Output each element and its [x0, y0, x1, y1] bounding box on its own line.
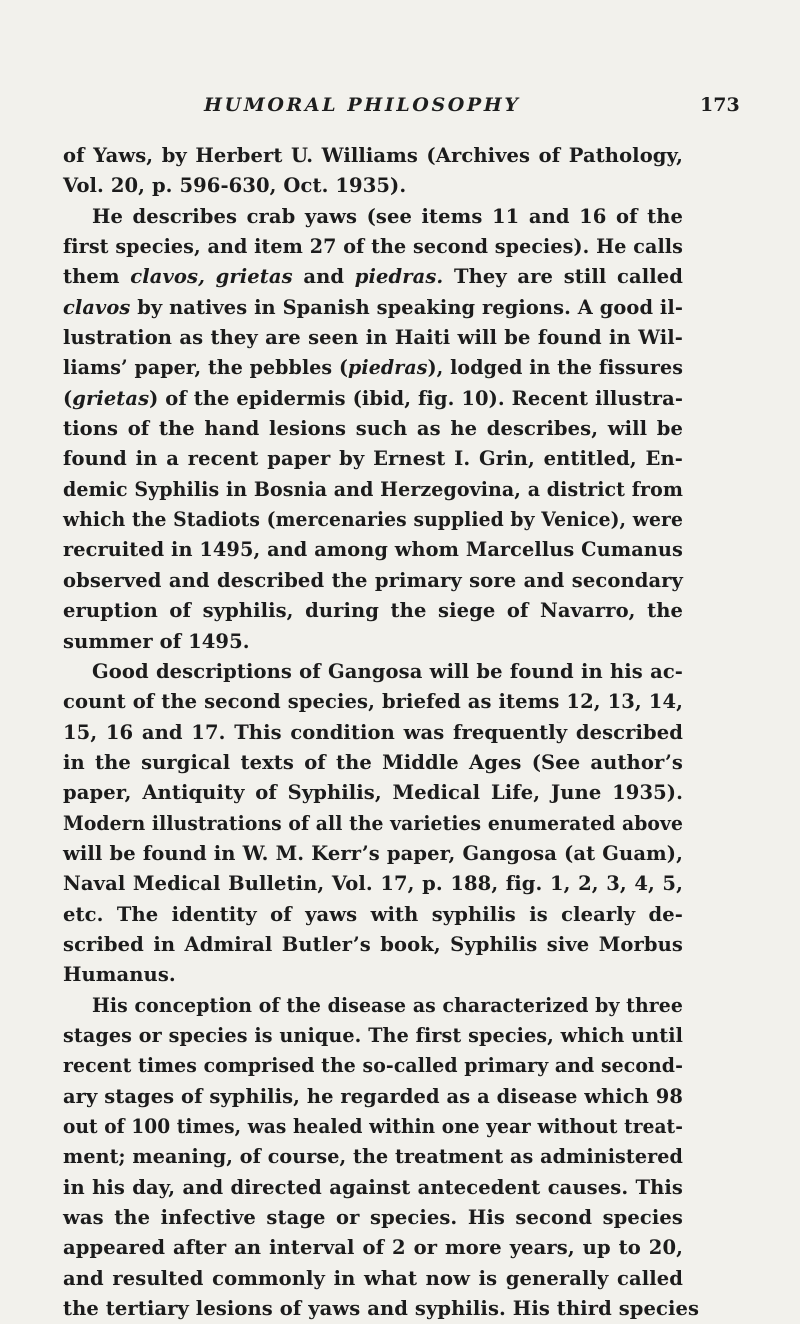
text-segment: eruption of syphilis, during the siege of Navarro, the — [63, 599, 683, 623]
text-segment: etc. The identity of yaws with syphilis is clearly de- — [63, 902, 683, 926]
text-segment: the tertiary lesions of yaws and syphilis. His third species — [63, 1297, 700, 1321]
text-line — [63, 1082, 683, 1112]
text-line — [63, 1264, 683, 1294]
text-segment: observed and described the primary sore and secondary — [63, 568, 683, 592]
text-segment: scribed in Admiral Butler’s book, Syphilis sive Morbus — [63, 932, 683, 956]
text-segment: in his day, and directed against antecedent causes. This — [63, 1175, 683, 1199]
italic-term: clavos, grietas — [130, 265, 293, 289]
text-segment: by natives in Spanish speaking regions. A good il- — [130, 295, 683, 319]
text-line — [63, 930, 683, 960]
text-line — [63, 839, 683, 869]
text-segment: out of 100 times, was healed within one year without treat- — [63, 1115, 683, 1138]
text-line — [63, 323, 683, 353]
text-line — [63, 778, 683, 808]
text-segment: He describes crab yaws (see items 11 and 16 of the — [92, 204, 683, 228]
running-head — [0, 94, 800, 124]
text-segment: tions of the hand lesions such as he describes, will be — [63, 417, 683, 441]
text-segment: paper, Antiquity of Syphilis, Medical Life, June 1935). — [63, 781, 683, 805]
text-segment: stages or species is unique. The first species, which until — [63, 1023, 683, 1047]
text-line — [63, 991, 683, 1021]
text-line — [63, 809, 683, 839]
text-line — [63, 627, 683, 657]
text-segment: lustration as they are seen in Haiti will be found in Wil- — [63, 326, 683, 350]
text-line — [63, 869, 683, 899]
text-segment: appeared after an interval of 2 or more years, up to 20, — [63, 1236, 683, 1260]
text-segment: They are still called — [443, 265, 684, 289]
text-segment: found in a recent paper by Ernest I. Grin, entitled, En- — [63, 447, 683, 471]
text-segment: and — [292, 265, 355, 289]
italic-term: piedras — [348, 356, 428, 380]
text-line — [63, 232, 683, 262]
text-segment: Vol. 20, p. 596-630, Oct. 1935). — [63, 174, 407, 198]
text-segment: ( — [63, 386, 73, 410]
text-line — [63, 171, 683, 201]
text-segment: and resulted commonly in what now is generally called — [63, 1266, 683, 1290]
text-line — [63, 1233, 683, 1263]
text-segment: was the infective stage or species. His second species — [63, 1206, 683, 1230]
text-segment: Naval Medical Bulletin, Vol. 17, p. 188, fig. 1, 2, 3, 4, 5, — [63, 872, 683, 896]
text-segment: Humanus. — [63, 963, 176, 987]
text-line — [63, 505, 683, 535]
text-line — [63, 262, 683, 292]
text-line — [63, 1051, 683, 1081]
text-line — [63, 202, 683, 232]
text-line — [63, 1294, 700, 1324]
text-segment: ary stages of syphilis, he regarded as a disease which 98 — [63, 1084, 683, 1108]
running-title: HUMORAL PHILOSOPHY — [204, 94, 521, 116]
text-segment: ) of the epidermis (ibid, fig. 10). Recent illustra- — [149, 386, 683, 410]
italic-term: clavos — [63, 295, 131, 319]
text-segment: His conception of the disease as characterized by three — [92, 993, 683, 1017]
text-line — [63, 1112, 683, 1142]
text-line — [63, 1142, 683, 1172]
text-line — [63, 687, 683, 717]
text-line — [63, 475, 683, 505]
italic-term: grietas — [72, 386, 150, 410]
text-segment: count of the second species, briefed as items 12, 13, 14, — [63, 690, 683, 714]
text-segment: Good descriptions of Gangosa will be found in his ac- — [92, 659, 683, 683]
text-segment: will be found in W. M. Kerr’s paper, Gangosa (at Guam), — [63, 841, 683, 865]
italic-term: piedras. — [354, 265, 444, 289]
text-segment: of Yaws, by Herbert U. Williams (Archives of Pathology, — [63, 144, 683, 167]
text-segment: liams’ paper, the pebbles ( — [63, 356, 349, 380]
text-line — [63, 353, 683, 383]
text-segment: Modern illustrations of all the varieties enumerated above — [63, 811, 683, 835]
text-segment: which the Stadiots (mercenaries supplied by Venice), were — [63, 508, 683, 532]
text-segment: recent times comprised the so-called primary and second- — [63, 1054, 683, 1078]
text-line — [63, 748, 683, 778]
text-segment: recruited in 1495, and among whom Marcellus Cumanus — [63, 538, 683, 562]
text-segment: them — [63, 265, 131, 289]
text-line — [63, 596, 683, 626]
text-line — [63, 384, 683, 414]
text-line — [63, 293, 683, 323]
text-line — [63, 718, 683, 748]
text-segment: first species, and item 27 of the second species). He calls — [63, 235, 683, 259]
text-line — [63, 657, 683, 687]
text-line — [63, 960, 683, 990]
text-segment: demic Syphilis in Bosnia and Herzegovina, a district from — [63, 477, 683, 501]
text-line — [63, 414, 683, 444]
text-line — [63, 566, 683, 596]
text-segment: ), lodged in the fissures — [427, 356, 683, 380]
text-line — [63, 900, 683, 930]
body-text — [63, 141, 700, 1324]
text-line — [63, 1173, 683, 1203]
text-segment: ment; meaning, of course, the treatment as administered — [63, 1145, 683, 1169]
text-line — [63, 1021, 683, 1051]
text-segment: in the surgical texts of the Middle Ages (See author’s — [63, 750, 683, 774]
text-line — [63, 535, 683, 565]
page-number: 173 — [700, 94, 740, 116]
text-line — [63, 141, 683, 171]
text-segment: summer of 1495. — [63, 629, 250, 653]
text-line — [63, 444, 683, 474]
text-segment: 15, 16 and 17. This condition was frequently described — [63, 720, 683, 744]
text-line — [63, 1203, 683, 1233]
